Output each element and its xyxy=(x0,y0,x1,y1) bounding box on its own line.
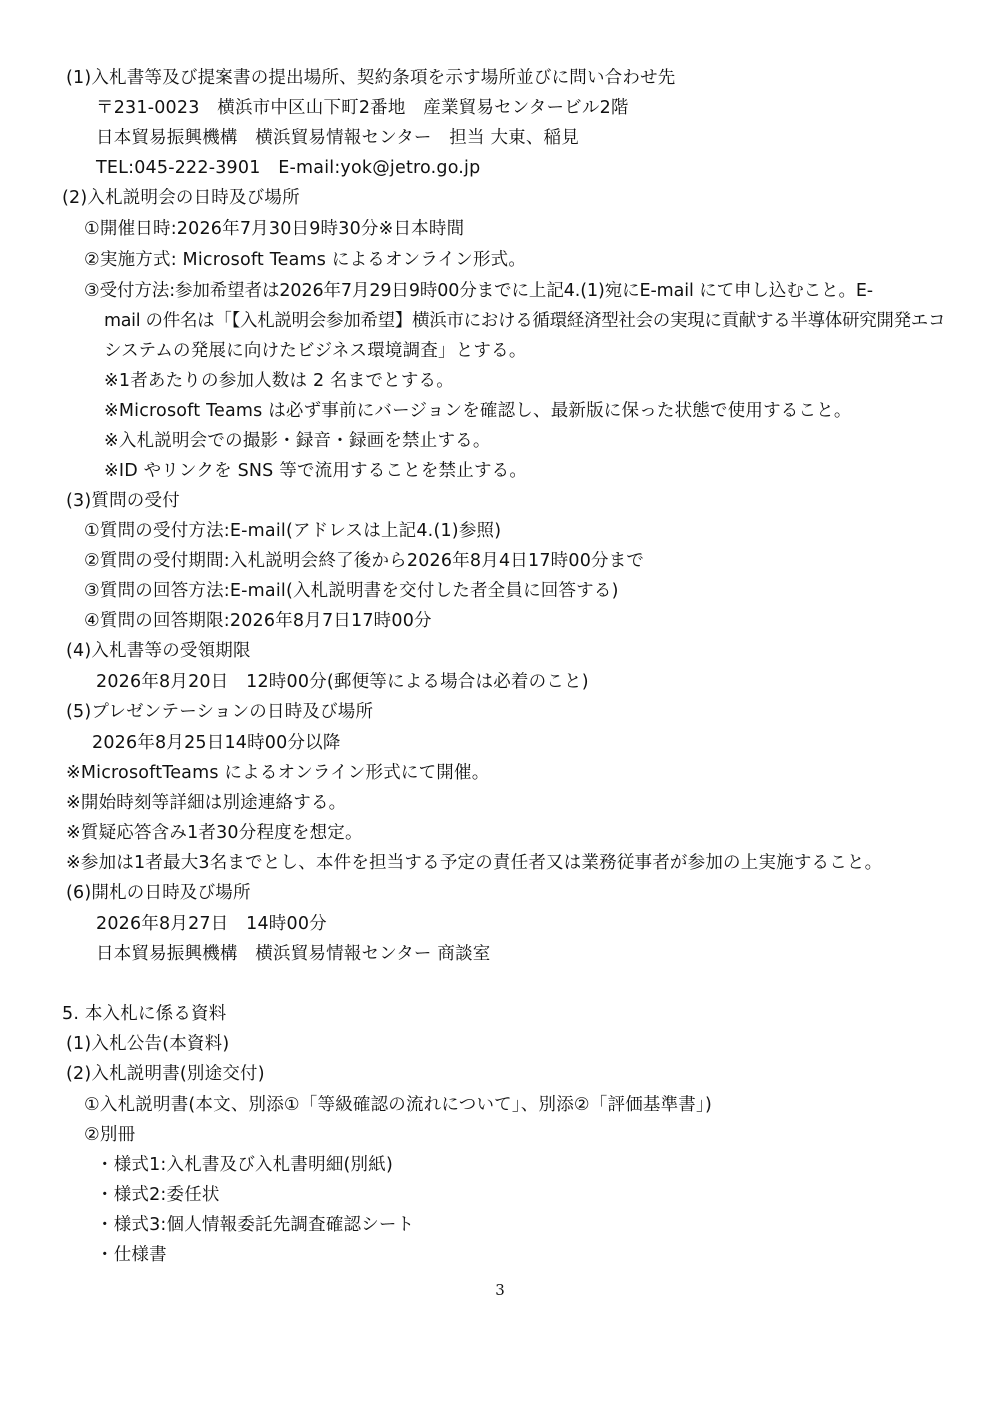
text-line: ③質問の回答方法:E-mail(入札説明書を交付した者全員に回答する) xyxy=(84,581,619,601)
text-line: (5)プレゼンテーションの日時及び場所 xyxy=(66,702,374,722)
text-line: システムの発展に向けたビジネス環境調査」とする。 xyxy=(104,341,527,361)
text-line: ①入札説明書(本文、別添①「等級確認の流れについて」、別添②「評価基準書」) xyxy=(84,1095,712,1115)
text-line: mail の件名は「【入札説明会参加希望】横浜市における循環経済型社会の実現に貢献する半導体研究開発エコ xyxy=(104,311,946,331)
page-number: 3 xyxy=(495,1281,505,1299)
text-line: ④質問の回答期限:2026年8月7日17時00分 xyxy=(84,611,432,631)
text-line: ※入札説明会での撮影・録音・録画を禁止する。 xyxy=(104,431,491,451)
list-item: ・様式1:入札書及び入札書明細(別紙) xyxy=(96,1155,393,1175)
text-line: 〒231-0023 横浜市中区山下町2番地 産業貿易センタービル2階 xyxy=(96,98,629,118)
section-heading: 5. 本入札に係る資料 xyxy=(62,1004,227,1024)
text-line: (1)入札書等及び提案書の提出場所、契約条項を示す場所並びに問い合わせ先 xyxy=(66,68,676,88)
text-line: ①質問の受付方法:E-mail(アドレスは上記4.(1)参照) xyxy=(84,521,502,541)
list-item: ・様式3:個人情報委託先調査確認シート xyxy=(96,1215,415,1235)
text-line: (1)入札公告(本資料) xyxy=(66,1034,230,1054)
text-line: ※参加は1者最大3名までとし、本件を担当する予定の責任者又は業務従事者が参加の上実施すること。 xyxy=(66,853,883,873)
text-line: 2026年8月27日 14時00分 xyxy=(96,914,327,934)
list-item: ・仕様書 xyxy=(96,1245,167,1265)
text-line: (2)入札説明書(別途交付) xyxy=(66,1064,265,1084)
text-line: ②別冊 xyxy=(84,1125,136,1145)
text-line: ※MicrosoftTeams によるオンライン形式にて開催。 xyxy=(66,763,490,783)
text-line: ※質疑応答含み1者30分程度を想定。 xyxy=(66,823,363,843)
text-line: ①開催日時:2026年7月30日9時30分※日本時間 xyxy=(84,219,465,239)
text-line: (4)入札書等の受領期限 xyxy=(66,641,251,661)
text-line: ※Microsoft Teams は必ず事前にバージョンを確認し、最新版に保った状態で使用すること。 xyxy=(104,401,852,421)
text-line: 2026年8月25日14時00分以降 xyxy=(92,733,341,753)
text-line: 日本貿易振興機構 横浜貿易情報センター 担当 大東、稲見 xyxy=(96,128,579,148)
text-line: (2)入札説明会の日時及び場所 xyxy=(62,188,300,208)
text-line: TEL:045-222-3901 E-mail:yok@jetro.go.jp xyxy=(96,158,481,178)
list-item: ・様式2:委任状 xyxy=(96,1185,220,1205)
text-line: (6)開札の日時及び場所 xyxy=(66,883,251,903)
text-line: ※ID やリンクを SNS 等で流用することを禁止する。 xyxy=(104,461,528,481)
text-line: ②実施方式: Microsoft Teams によるオンライン形式。 xyxy=(84,250,527,270)
text-line: ②質問の受付期間:入札説明会終了後から2026年8月4日17時00分まで xyxy=(84,551,645,571)
text-line: ※1者あたりの参加人数は 2 名までとする。 xyxy=(104,371,454,391)
text-line: ※開始時刻等詳細は別途連絡する。 xyxy=(66,793,347,813)
text-line: ③受付方法:参加希望者は2026年7月29日9時00分までに上記4.(1)宛にE-mail にて申し込むこと。E- xyxy=(84,281,874,301)
text-line: 日本貿易振興機構 横浜貿易情報センター 商談室 xyxy=(96,944,491,964)
text-line: 2026年8月20日 12時00分(郵便等による場合は必着のこと) xyxy=(96,672,589,692)
text-line: (3)質問の受付 xyxy=(66,491,180,511)
